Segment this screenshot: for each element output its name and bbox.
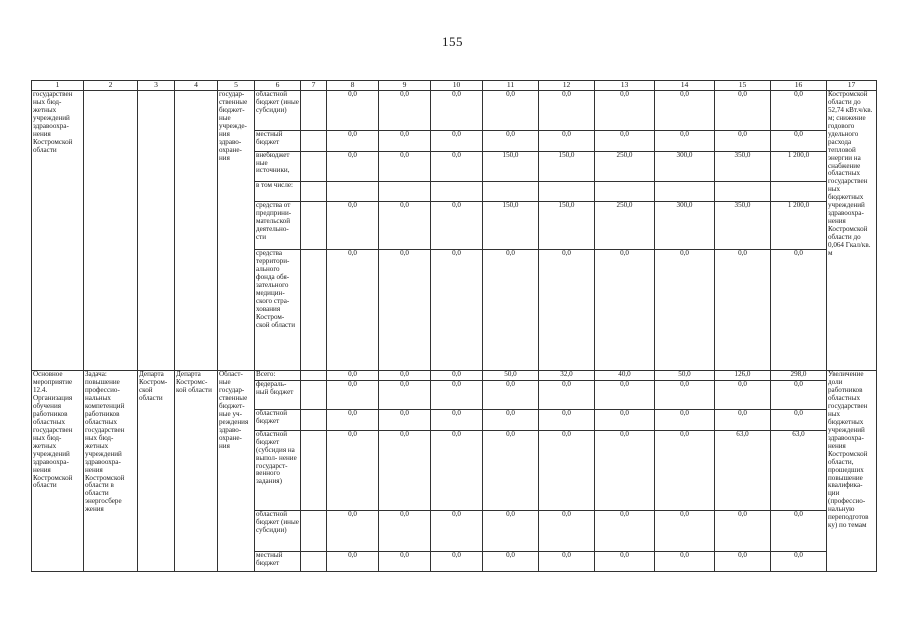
value-cell: [483, 181, 539, 201]
value-cell: 0,0: [483, 91, 539, 131]
empty-cell: [301, 131, 327, 151]
column-header: 1: [32, 81, 84, 91]
value-cell: 0,0: [595, 430, 655, 511]
empty-cell: [301, 250, 327, 371]
coexecutor-cell: Департа Костромс- кой области: [175, 371, 218, 572]
value-cell: 0,0: [655, 131, 715, 151]
executor-cell: [138, 91, 175, 371]
value-cell: 0,0: [379, 551, 431, 571]
value-cell: 0,0: [715, 409, 771, 430]
value-cell: 0,0: [655, 430, 715, 511]
column-header: 16: [771, 81, 827, 91]
value-cell: 50,0: [483, 371, 539, 381]
funding-source: областной бюджет (субсидия на выпол- нение государст- венного задания): [255, 430, 301, 511]
value-cell: 0,0: [327, 551, 379, 571]
value-cell: 300,0: [655, 151, 715, 181]
column-header: 13: [595, 81, 655, 91]
value-cell: 0,0: [483, 381, 539, 409]
value-cell: [595, 181, 655, 201]
value-cell: 0,0: [431, 511, 483, 551]
empty-cell: [301, 430, 327, 511]
table-row: [32, 371, 877, 381]
empty-cell: [301, 409, 327, 430]
value-cell: 0,0: [539, 381, 595, 409]
value-cell: 0,0: [483, 551, 539, 571]
value-cell: 250,0: [595, 201, 655, 249]
empty-cell: [301, 381, 327, 409]
coexecutor-cell: [175, 91, 218, 371]
budget-table: [31, 80, 877, 572]
funding-source: областной бюджет (иные субсидии): [255, 91, 301, 131]
empty-cell: [301, 511, 327, 551]
funding-source: средства территори- ального фонда обя- зательного медицин- ского стра- хования Костром- ской области: [255, 250, 301, 371]
participants-cell: Област- ные государ- ственные бюджет- ные уч- реждения здраво- охране- ния: [218, 371, 255, 572]
value-cell: 1 200,0: [771, 201, 827, 249]
empty-cell: [301, 201, 327, 249]
value-cell: 350,0: [715, 201, 771, 249]
column-header: 2: [84, 81, 138, 91]
column-header: 7: [301, 81, 327, 91]
value-cell: 0,0: [379, 371, 431, 381]
value-cell: 0,0: [539, 409, 595, 430]
empty-cell: [301, 151, 327, 181]
column-header: 5: [218, 81, 255, 91]
task-cell: [84, 91, 138, 371]
value-cell: 0,0: [595, 551, 655, 571]
value-cell: 0,0: [595, 131, 655, 151]
value-cell: 0,0: [715, 511, 771, 551]
value-cell: 0,0: [379, 250, 431, 371]
empty-cell: [301, 551, 327, 571]
value-cell: 0,0: [771, 551, 827, 571]
column-header: 6: [255, 81, 301, 91]
column-header: 4: [175, 81, 218, 91]
target-indicator: Увеличение доли работников областных государствен ных бюджетных учреждений здравоохра- нения Костромской области, прошедших повышение квалифика- ции (профессио- нальную переподготов ку) по темам: [827, 371, 877, 572]
funding-source: внебюджет ные источники,: [255, 151, 301, 181]
value-cell: 0,0: [431, 91, 483, 131]
value-cell: 63,0: [771, 430, 827, 511]
value-cell: 0,0: [431, 151, 483, 181]
value-cell: 0,0: [431, 409, 483, 430]
column-header: 3: [138, 81, 175, 91]
value-cell: 0,0: [431, 250, 483, 371]
column-header: 12: [539, 81, 595, 91]
value-cell: 0,0: [655, 381, 715, 409]
task-cell: Задача: повышение профессио- нальных компетенций работников областных государствен ных бюд- жетных учреждений здравоохра- нения Костромской области в области энергосбере жения: [84, 371, 138, 572]
value-cell: 0,0: [379, 131, 431, 151]
target-indicator: Костромской области до 52,74 кВт.ч/кв. м; снижение годового удельного расхода тепловой энергии на снабжение областных государствен ных бюджетных учреждений здравоохра- нения Костромской области до 0,064 Гкал/кв. м: [827, 91, 877, 371]
funding-source: местный бюджет: [255, 551, 301, 571]
column-header: 14: [655, 81, 715, 91]
value-cell: 0,0: [655, 511, 715, 551]
value-cell: 0,0: [655, 551, 715, 571]
funding-source: федераль- ный бюджет: [255, 381, 301, 409]
value-cell: [327, 181, 379, 201]
value-cell: 0,0: [483, 511, 539, 551]
value-cell: [539, 181, 595, 201]
value-cell: 0,0: [327, 381, 379, 409]
value-cell: 0,0: [655, 250, 715, 371]
value-cell: 0,0: [431, 551, 483, 571]
value-cell: 0,0: [327, 201, 379, 249]
value-cell: 0,0: [483, 430, 539, 511]
value-cell: 0,0: [595, 409, 655, 430]
empty-cell: [301, 181, 327, 201]
value-cell: 0,0: [539, 131, 595, 151]
value-cell: [771, 181, 827, 201]
value-cell: 0,0: [431, 201, 483, 249]
column-header: 8: [327, 81, 379, 91]
value-cell: 0,0: [379, 511, 431, 551]
value-cell: 0,0: [539, 250, 595, 371]
value-cell: 0,0: [655, 91, 715, 131]
value-cell: 150,0: [483, 201, 539, 249]
value-cell: 0,0: [771, 381, 827, 409]
value-cell: 150,0: [539, 201, 595, 249]
page-number: 155: [442, 34, 463, 49]
value-cell: 0,0: [771, 250, 827, 371]
value-cell: 0,0: [483, 250, 539, 371]
value-cell: 0,0: [327, 511, 379, 551]
value-cell: 250,0: [595, 151, 655, 181]
value-cell: 63,0: [715, 430, 771, 511]
funding-source: в том числе:: [255, 181, 301, 201]
value-cell: 32,0: [539, 371, 595, 381]
value-cell: [715, 181, 771, 201]
value-cell: 0,0: [771, 511, 827, 551]
value-cell: 0,0: [379, 91, 431, 131]
value-cell: 0,0: [431, 381, 483, 409]
empty-cell: [301, 91, 327, 131]
value-cell: 0,0: [483, 131, 539, 151]
executor-cell: Департа Костром- ской области: [138, 371, 175, 572]
value-cell: 350,0: [715, 151, 771, 181]
value-cell: 0,0: [379, 201, 431, 249]
value-cell: 0,0: [715, 381, 771, 409]
value-cell: 150,0: [483, 151, 539, 181]
value-cell: [431, 181, 483, 201]
value-cell: 50,0: [655, 371, 715, 381]
value-cell: 0,0: [715, 551, 771, 571]
value-cell: 0,0: [379, 381, 431, 409]
value-cell: 0,0: [539, 511, 595, 551]
value-cell: 0,0: [327, 250, 379, 371]
value-cell: 0,0: [379, 409, 431, 430]
value-cell: 0,0: [327, 409, 379, 430]
value-cell: 0,0: [483, 409, 539, 430]
empty-cell: [301, 371, 327, 381]
measure-name: Основное мероприятие 12.4. Организация обучения работников областных государствен ных бюд- жетных учреждений здравоохра- нения Костромской области: [32, 371, 84, 572]
value-cell: 0,0: [595, 511, 655, 551]
value-cell: [379, 181, 431, 201]
value-cell: 0,0: [771, 131, 827, 151]
funding-source: областной бюджет (иные субсидии): [255, 511, 301, 551]
value-cell: 298,0: [771, 371, 827, 381]
value-cell: 0,0: [379, 151, 431, 181]
column-header: 15: [715, 81, 771, 91]
value-cell: 0,0: [539, 430, 595, 511]
value-cell: 0,0: [595, 91, 655, 131]
value-cell: 0,0: [715, 91, 771, 131]
value-cell: 0,0: [327, 151, 379, 181]
value-cell: 0,0: [327, 430, 379, 511]
value-cell: 0,0: [715, 250, 771, 371]
value-cell: 0,0: [595, 381, 655, 409]
value-cell: 0,0: [379, 430, 431, 511]
value-cell: 0,0: [655, 409, 715, 430]
measure-name: государствен ных бюд- жетных учреждений здравоохра- нения Костромской области: [32, 91, 84, 371]
value-cell: 126,0: [715, 371, 771, 381]
participants-cell: государ- ственные бюджет- ные учрежде- ния здраво- охране- ния: [218, 91, 255, 371]
value-cell: 0,0: [771, 91, 827, 131]
value-cell: 1 200,0: [771, 151, 827, 181]
header-row: [32, 81, 877, 91]
value-cell: 150,0: [539, 151, 595, 181]
value-cell: 40,0: [595, 371, 655, 381]
table-row: [32, 91, 877, 131]
column-header: 17: [827, 81, 877, 91]
value-cell: 0,0: [595, 250, 655, 371]
funding-source: средства от предприни- мательской деятельно- сти: [255, 201, 301, 249]
value-cell: 300,0: [655, 201, 715, 249]
value-cell: 0,0: [431, 371, 483, 381]
value-cell: 0,0: [771, 409, 827, 430]
value-cell: 0,0: [539, 91, 595, 131]
funding-source: местный бюджет: [255, 131, 301, 151]
value-cell: 0,0: [715, 131, 771, 151]
funding-source: областной бюджет: [255, 409, 301, 430]
funding-source: Всего:: [255, 371, 301, 381]
value-cell: 0,0: [327, 371, 379, 381]
column-header: 10: [431, 81, 483, 91]
value-cell: 0,0: [327, 131, 379, 151]
column-header: 9: [379, 81, 431, 91]
value-cell: 0,0: [431, 131, 483, 151]
value-cell: 0,0: [539, 551, 595, 571]
column-header: 11: [483, 81, 539, 91]
value-cell: 0,0: [327, 91, 379, 131]
value-cell: 0,0: [431, 430, 483, 511]
value-cell: [655, 181, 715, 201]
